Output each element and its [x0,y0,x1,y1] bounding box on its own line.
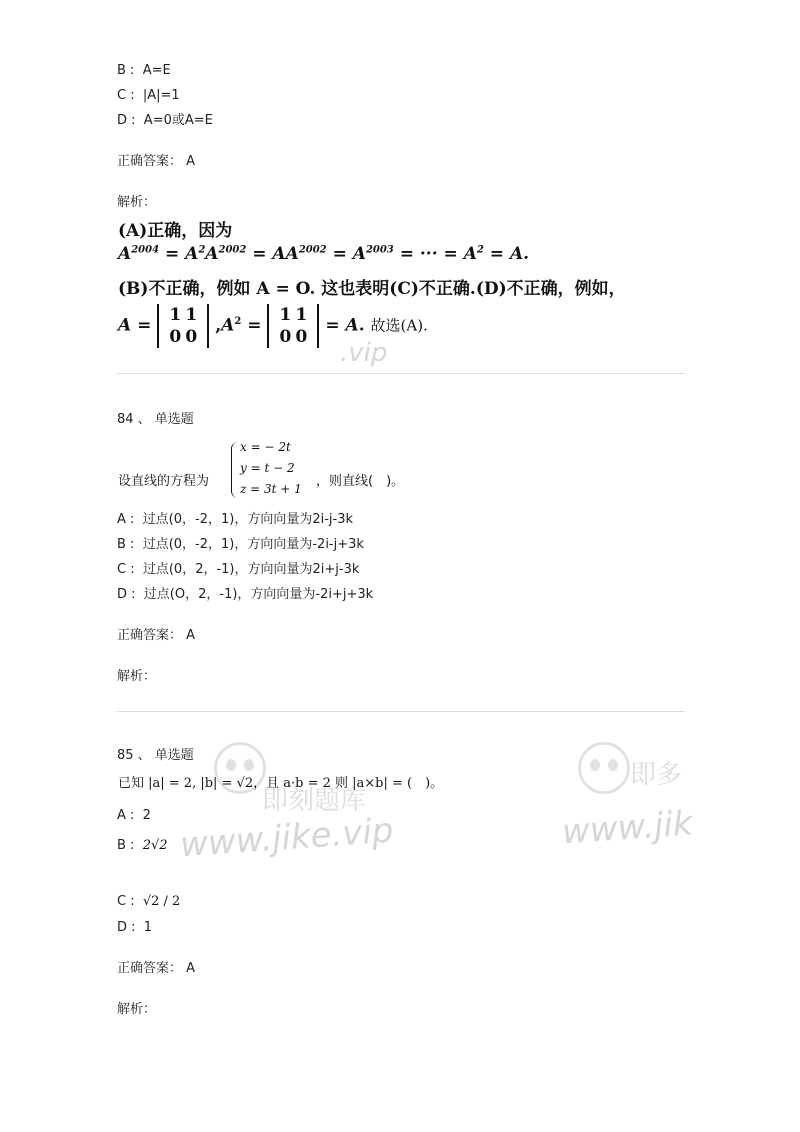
option-d[interactable]: D : 过点(O，2，-1)，方向向量为-2i+j+3k [117,587,374,602]
watermark-text: .vip [340,338,388,368]
watermark-text: www.jike.vip [178,810,395,866]
option-a[interactable]: A : 2 [117,808,151,823]
watermark-brand: 即刻题库 [262,786,367,816]
analysis-label: 解析： [117,1002,157,1017]
analysis-label: 解析： [117,669,157,684]
solution-figure [118,214,688,354]
matrix-a-squared: 1 1 0 0 [267,304,319,348]
option-c[interactable]: C : 过点(0，2，-1)，方向向量为2i+j-3k [117,562,360,577]
correct-answer: 正确答案： A [117,154,196,169]
option-c[interactable]: C : |A|=1 [117,88,180,103]
brace [231,442,238,498]
option-a[interactable]: A : 过点(0，-2，1)，方向向量为2i-j-3k [117,512,353,527]
question-header: 85 、 单选题 [117,748,194,763]
option-c[interactable]: C : √2 / 2 [117,894,181,909]
solution-line-4: A = 1 1 0 0 $,A^2 = 1$ 1 0 0 = A. 故选(A). [118,305,428,347]
solution-line-1: (A)正确，因为 [118,221,233,241]
option-d[interactable]: D : A=0或A=E [117,113,213,128]
watermark-brand: 即多 [630,760,683,790]
correct-answer: 正确答案： A [117,628,196,643]
matrix-a: 1 1 0 0 [157,304,209,348]
option-b[interactable]: B : 过点(0，-2，1)，方向向量为-2i-j+3k [117,537,364,552]
correct-answer: 正确答案： A [117,961,196,976]
solution-line-2: $A^{2004} = A^2A^{2002} = AA^{2002} = A^{2003}$ = ··· = $A^2 = A$. [118,244,530,264]
watermark-text: www.jik [560,803,694,853]
question-stem: 设直线的方程为 x = − 2t y = t − 2 z = 3t + 1 ，则直线( )。 [118,440,405,496]
option-d[interactable]: D : 1 [117,920,153,935]
separator [117,373,685,374]
option-b[interactable]: B : 2√2 [117,838,168,853]
separator [117,711,685,712]
option-b[interactable]: B : A=E [117,63,171,78]
question-stem: 已知 |a| = 2, |b| = √2，且 a·b = 2 则 |a×b| = ( )。 [118,776,444,791]
solution-line-3: (B)不正确，例如 A = O. 这也表明(C)不正确.(D)不正确，例如， [118,279,626,299]
panda-logo-icon [578,742,630,794]
question-header: 84 、 单选题 [117,412,194,427]
analysis-label: 解析： [117,195,157,210]
